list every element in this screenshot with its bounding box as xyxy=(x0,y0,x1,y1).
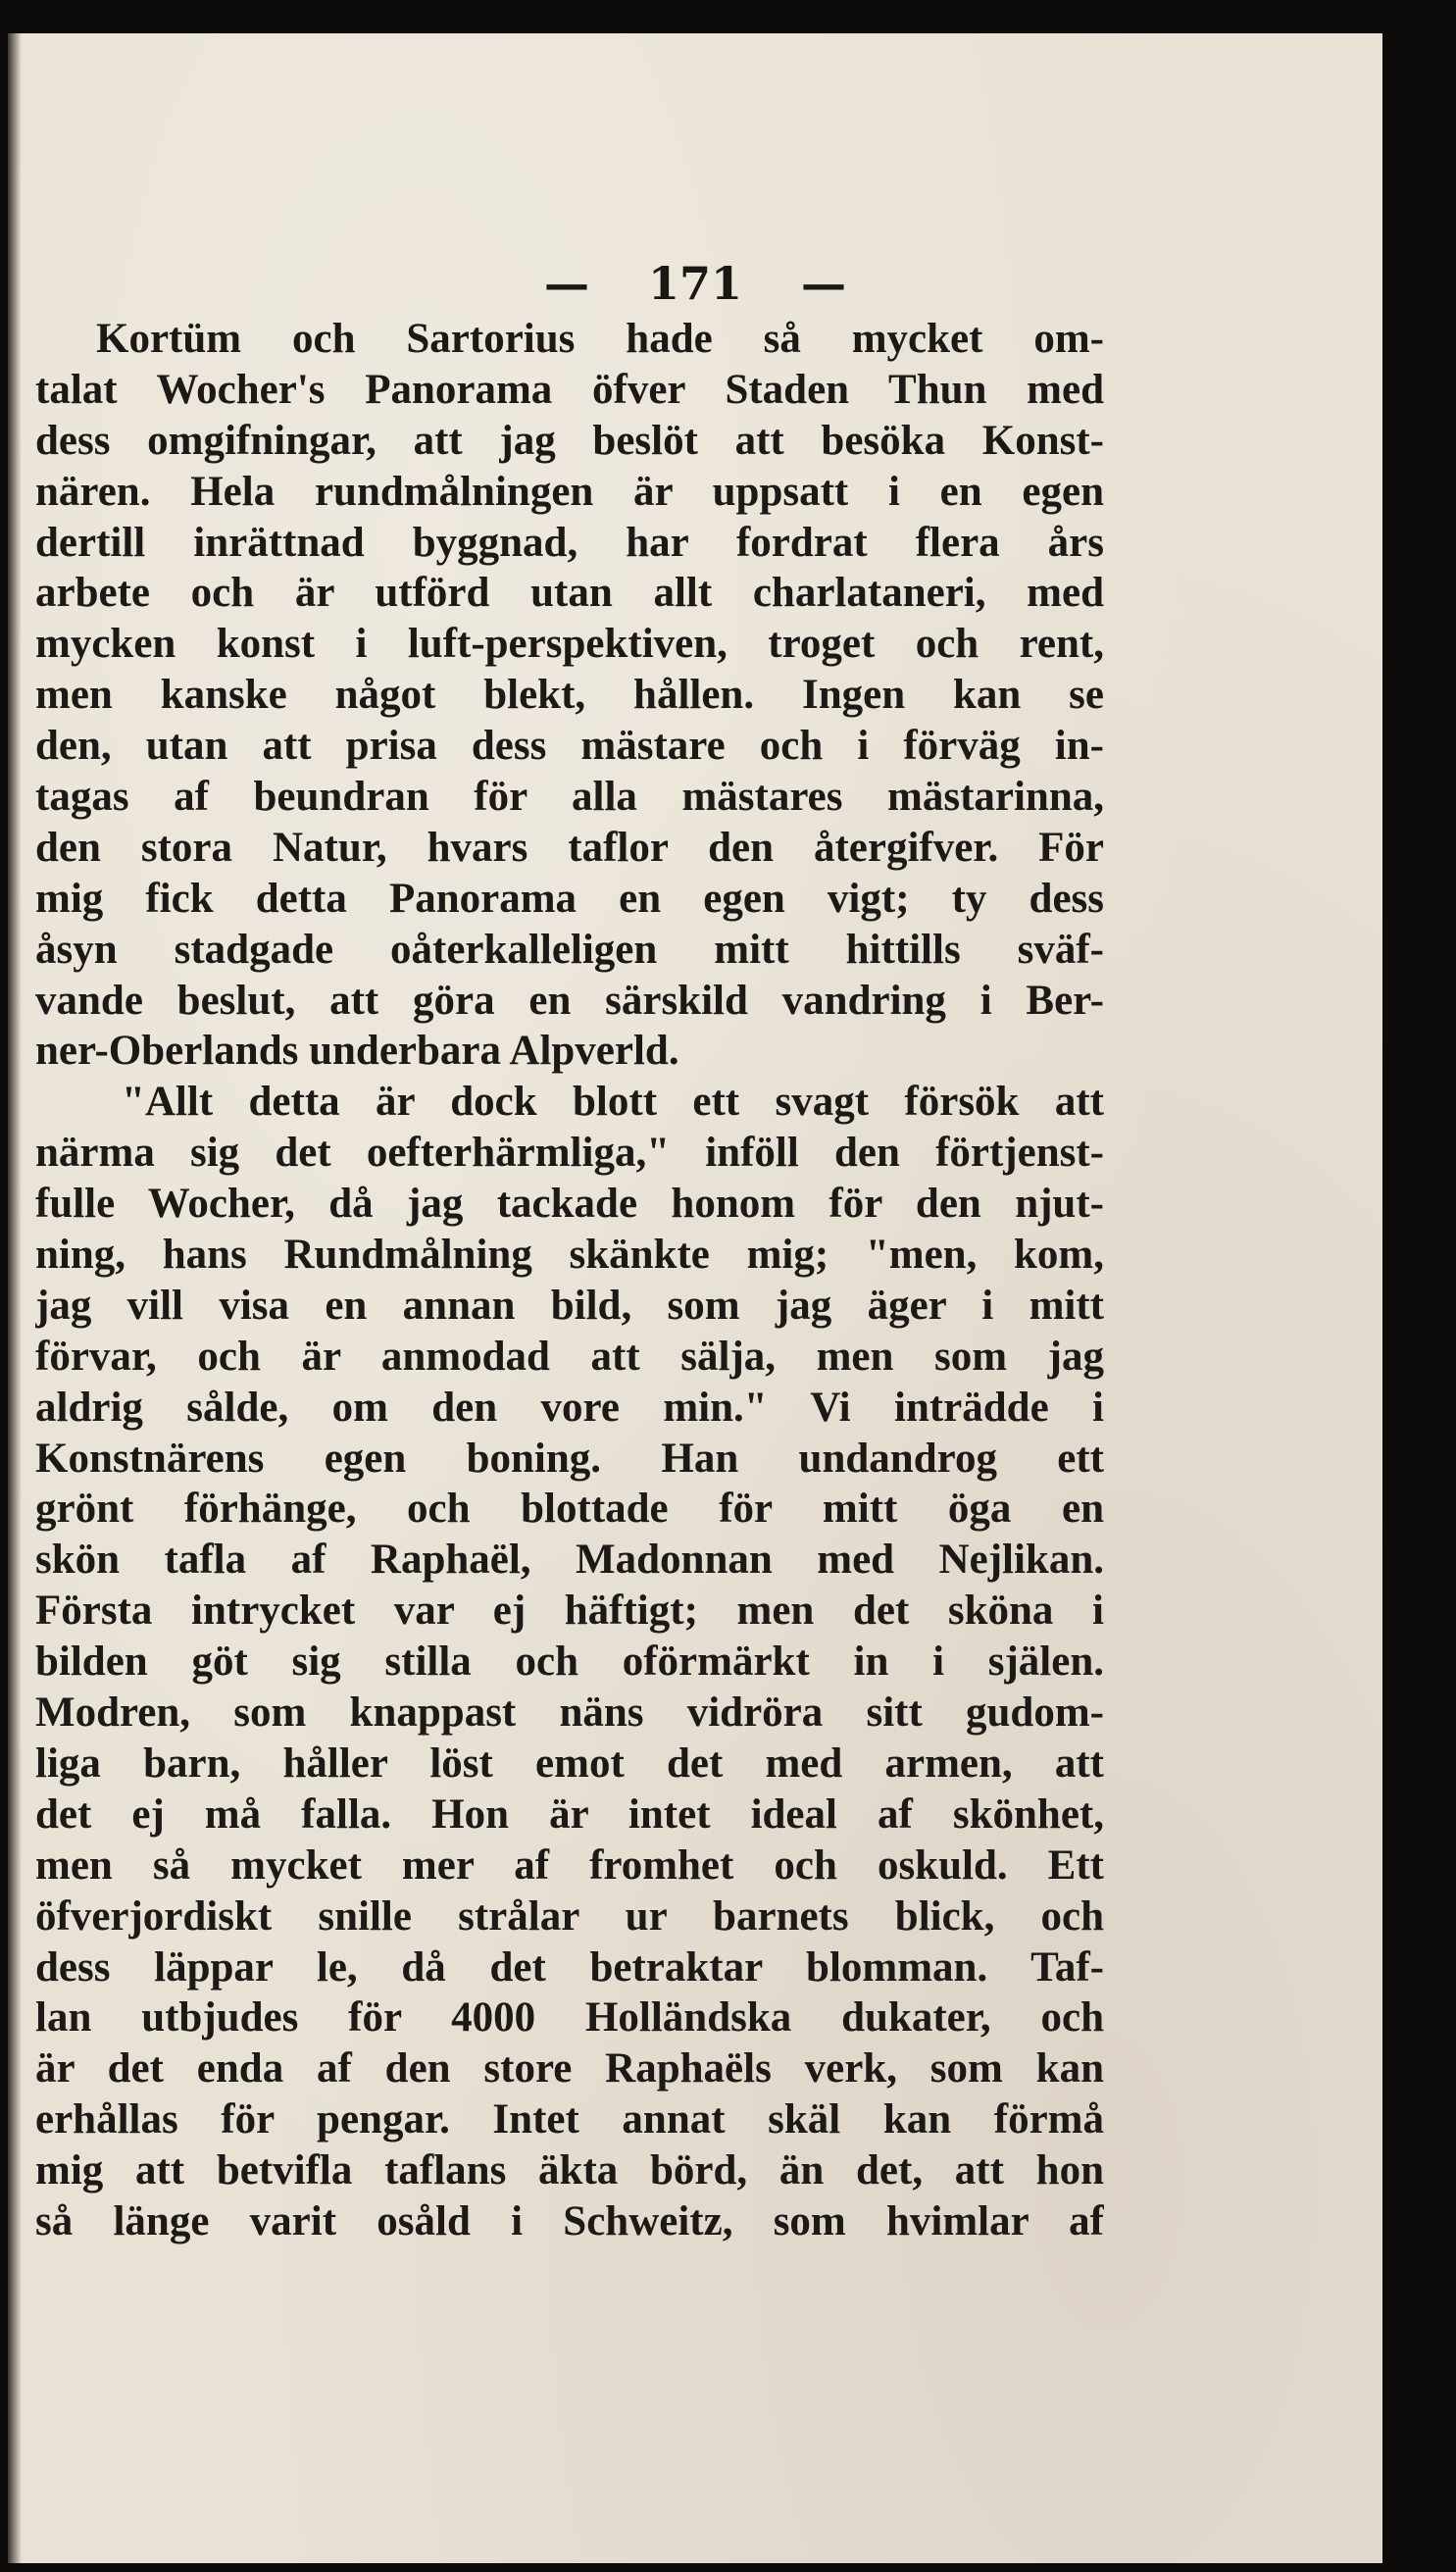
text-line: liga barn, håller löst emot det med armen, att xyxy=(35,1740,1104,1787)
binding-gutter-shadow xyxy=(8,33,22,2563)
text-line: Kortüm och Sartorius hade så mycket om- xyxy=(96,316,1104,362)
body-text xyxy=(35,314,1104,2247)
text-line: mig fick detta Panorama en egen vigt; ty dess xyxy=(35,875,1104,922)
text-line: "Allt detta är dock blott ett svagt försök att xyxy=(122,1079,1104,1126)
text-line: den stora Natur, hvars taflor den återgifver. För xyxy=(35,824,1104,871)
text-line: aldrig sålde, om den vore min." Vi inträdde i xyxy=(35,1384,1104,1431)
text-line: talat Wocher's Panorama öfver Staden Thun med xyxy=(35,366,1104,413)
text-line: grönt förhänge, och blottade för mitt öga en xyxy=(35,1486,1104,1533)
header-dash-right: — xyxy=(801,257,847,310)
text-line: skön tafla af Raphaël, Madonnan med Nejlikan. xyxy=(35,1537,1104,1584)
text-line: den, utan att prisa dess mästare och i förväg in- xyxy=(35,723,1104,770)
text-line: Första intrycket var ej häftigt; men det sköna i xyxy=(35,1588,1104,1635)
text-line: dess omgifningar, att jag beslöt att besöka Konst- xyxy=(35,417,1104,464)
text-line: nären. Hela rundmålningen är uppsatt i en egen xyxy=(35,468,1104,515)
paragraph-end-line: ner-Oberlands underbara Alpverld. xyxy=(35,1028,679,1075)
text-line: så länge varit osåld i Schweitz, som hvimlar af xyxy=(35,2197,1104,2244)
text-line: erhållas för pengar. Intet annat skäl kan förmå xyxy=(35,2096,1104,2143)
text-line: vande beslut, att göra en särskild vandring i Ber- xyxy=(35,977,1104,1024)
text-line: mycken konst i luft-perspektiven, troget och rent, xyxy=(35,621,1104,668)
text-line: öfverjordiskt snille strålar ur barnets blick, och xyxy=(35,1892,1104,1940)
text-line: det ej må falla. Hon är intet ideal af skönhet, xyxy=(35,1790,1104,1838)
paper-sheet xyxy=(8,33,1382,2563)
text-line: dertill inrättnad byggnad, har fordrat flera års xyxy=(35,519,1104,566)
text-line: Modren, som knappast näns vidröra sitt gudom- xyxy=(35,1689,1104,1737)
text-line: men så mycket mer af fromhet och oskuld. Ett xyxy=(35,1841,1104,1889)
text-line: ning, hans Rundmålning skänkte mig; "men, kom, xyxy=(35,1232,1104,1279)
page-header xyxy=(8,257,1382,310)
text-line: bilden göt sig stilla och oförmärkt in i själen. xyxy=(35,1639,1104,1686)
page-number: 171 xyxy=(647,257,743,310)
text-line: fulle Wocher, då jag tackade honom för den njut- xyxy=(35,1181,1104,1228)
text-line: mig att betvifla taflans äkta börd, än det, att hon xyxy=(35,2147,1104,2194)
text-line: Konstnärens egen boning. Han undandrog ett xyxy=(35,1435,1104,1482)
text-line: åsyn stadgade oåterkalleligen mitt hittills sväf- xyxy=(35,926,1104,973)
text-line: förvar, och är anmodad att sälja, men som jag xyxy=(35,1333,1104,1380)
text-line: arbete och är utförd utan allt charlataneri, med xyxy=(35,570,1104,617)
text-line: men kanske något blekt, hållen. Ingen kan se xyxy=(35,672,1104,719)
text-line: lan utbjudes för 4000 Holländska dukater, och xyxy=(35,1994,1104,2042)
text-line: närma sig det oefterhärmliga," inföll den förtjenst- xyxy=(35,1130,1104,1177)
text-line: tagas af beundran för alla mästares mästarinna, xyxy=(35,774,1104,821)
header-dash-left: — xyxy=(543,257,589,310)
text-line: är det enda af den store Raphaëls verk, som kan xyxy=(35,2045,1104,2093)
text-line: jag vill visa en annan bild, som jag äger i mitt xyxy=(35,1282,1104,1329)
text-line: dess läppar le, då det betraktar blomman. Taf- xyxy=(35,1943,1104,1991)
